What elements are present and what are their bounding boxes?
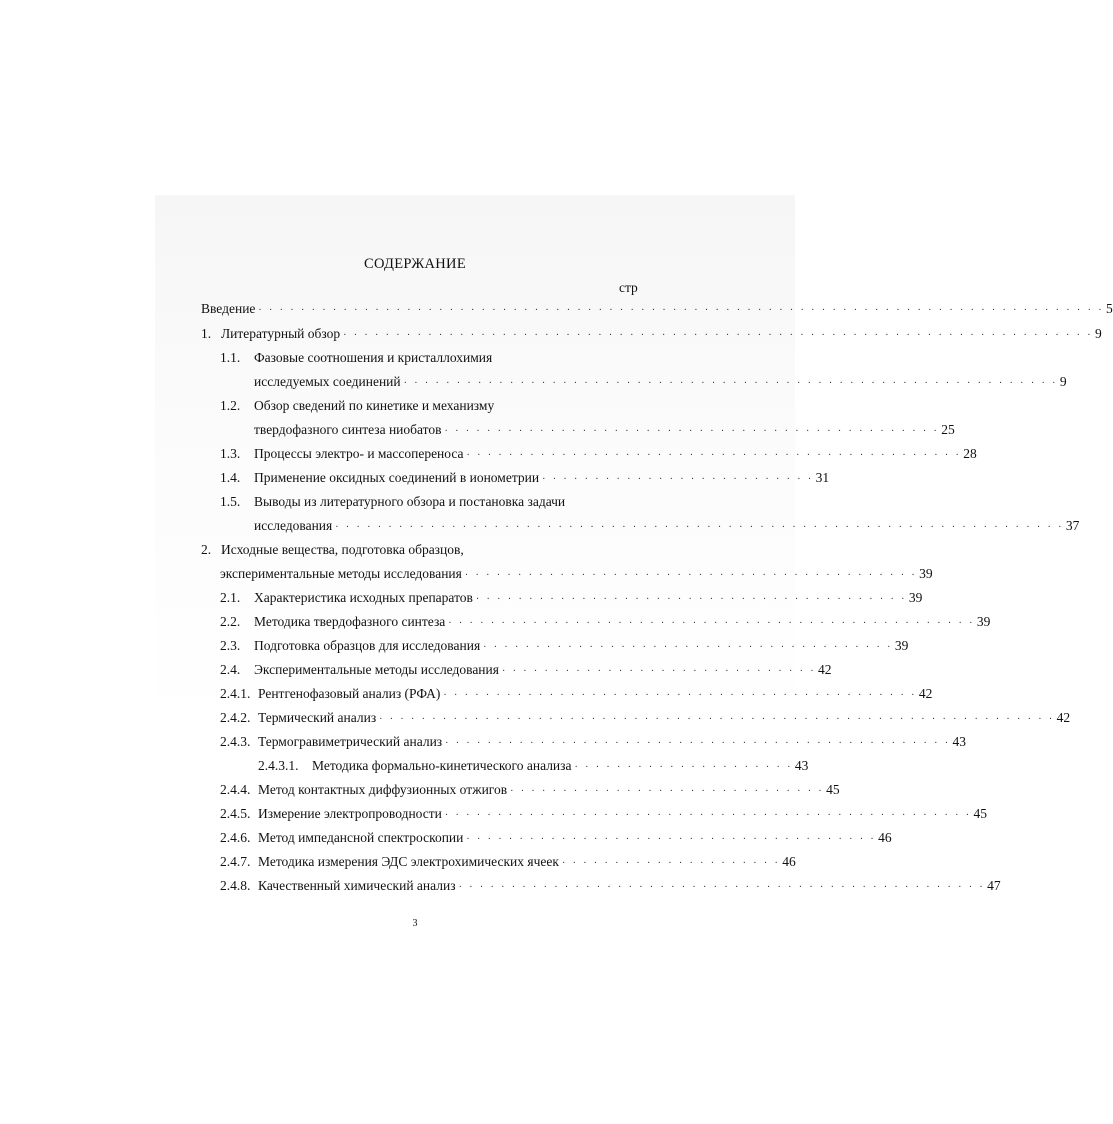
toc-page-number: 37 — [1065, 518, 1080, 533]
toc-entry-text: экспериментальные методы исследования — [220, 566, 462, 581]
toc-entry[interactable] — [220, 805, 987, 823]
toc-entry[interactable] — [220, 709, 1071, 727]
toc-page-number: 46 — [782, 854, 796, 869]
toc-entry[interactable] — [220, 685, 933, 703]
toc-page-number: 9 — [1059, 374, 1067, 389]
toc-entry-text: Применение оксидных соединений в ионометрии — [254, 470, 540, 485]
toc-entry-text: Выводы из литературного обзора и постановка задачи — [254, 494, 566, 509]
dot-leader: · · · · · · · · · · · · · · · · · · · · · · · · · · · · · · · · · · · · · · · — [483, 642, 893, 653]
toc-page-number: 39 — [919, 566, 933, 581]
toc-page-number: 47 — [987, 878, 1001, 893]
dot-leader: · · · · · · · · · · · · · · · · · · · · · · · · · · · · · · · · · · · · · · · · · · · · · · · · · · · · · · · · · · · · · · · · · · · · · — [335, 522, 1064, 533]
page-title: СОДЕРЖАНИЕ — [364, 256, 466, 272]
toc-entry[interactable] — [254, 421, 955, 439]
toc-entry-number: 2.2. — [220, 614, 241, 629]
toc-entry-text: Измерение электропроводности — [258, 806, 442, 821]
toc-entry[interactable] — [220, 733, 966, 751]
toc-page-number: 31 — [815, 470, 830, 485]
toc-entry[interactable] — [220, 781, 840, 799]
toc-entry-number: 1.4. — [220, 470, 241, 485]
toc-entry[interactable] — [220, 877, 1001, 895]
toc-entry-text: Подготовка образцов для исследования — [254, 638, 481, 653]
toc-entry-number: 2.4.8. — [220, 878, 251, 893]
toc-entry-text: Исходные вещества, подготовка образцов, — [221, 542, 464, 557]
toc-entry-text: Введение — [201, 301, 256, 316]
toc-page-number: 9 — [1095, 326, 1102, 341]
toc-page-number: 5 — [1105, 301, 1113, 316]
toc-page-number: 43 — [952, 734, 966, 749]
dot-leader: · · · · · · · · · · · · · · · · · · · · · · · · · · · · · · · · · · · · · · · · · · · · · · · · · · — [448, 618, 975, 629]
toc-entry-text: Фазовые соотношения и кристаллохимия — [254, 350, 493, 365]
dot-leader: · · · · · · · · · · · · · · · · · · · · · · · · · · · · · · · · · · · · · · · — [466, 834, 877, 845]
toc-page-number: 45 — [826, 782, 840, 797]
dot-leader: · · · · · · · · · · · · · · · · · · · · · · · · · · · · · · · · · · · · · · · · · · · · · · · · · · · · · · · · · · · · · · · · · · · · · · · — [343, 330, 1093, 341]
dot-leader: · · · · · · · · · · · · · · · · · · · · · · · · · · — [542, 474, 814, 485]
toc-page-number: 39 — [894, 638, 909, 653]
toc-entry-text: Метод импедансной спектроскопии — [258, 830, 464, 845]
toc-entry[interactable] — [220, 613, 991, 631]
toc-page-number: 42 — [918, 686, 933, 701]
toc-entry-number: 2.4.3. — [220, 734, 251, 749]
toc-page-number: 46 — [878, 830, 892, 845]
toc-entry-number: 2.1. — [220, 590, 241, 605]
toc-entry-number: 2.4.5. — [220, 806, 251, 821]
dot-leader: · · · · · · · · · · · · · · · · · · · · · · · · · · · · · · · · · · · · · · · · · · · · · · · — [444, 426, 940, 437]
toc-entry-number: 2.4.1. — [220, 686, 251, 701]
toc-entry-number: 2.4.2. — [220, 710, 251, 725]
toc-entry[interactable] — [201, 300, 1113, 318]
toc-entry-text: Качественный химический анализ — [258, 878, 456, 893]
toc-entry[interactable] — [220, 637, 909, 655]
toc-entry[interactable] — [201, 541, 621, 559]
dot-leader: · · · · · · · · · · · · · · · · · · · · · · · · · · · · · · · · · · · · · · · · · · · — [464, 570, 918, 581]
dot-leader: · · · · · · · · · · · · · · · · · · · · · · · · · · · · · · · · · · · · · · · · · · · · · · · · · · — [458, 882, 986, 893]
toc-entry-text: твердофазного синтеза ниобатов — [254, 422, 442, 437]
toc-page-number: 42 — [1056, 710, 1071, 725]
toc-entry-text: Методика формально-кинетического анализа — [312, 758, 572, 773]
toc-entry-number: 2.3. — [220, 638, 241, 653]
toc-entry[interactable] — [201, 325, 1102, 343]
toc-entry[interactable] — [220, 349, 640, 367]
toc-entry[interactable] — [254, 517, 1080, 535]
dot-leader: · · · · · · · · · · · · · · · · · · · · · — [574, 762, 793, 773]
dot-leader: · · · · · · · · · · · · · · · · · · · · · · · · · · · · · · — [501, 666, 816, 677]
toc-page-number: 45 — [973, 806, 987, 821]
toc-entry-text: Термогравиметрический анализ — [258, 734, 443, 749]
toc-entry-text: Методика твердофазного синтеза — [254, 614, 446, 629]
toc-entry-number: 1. — [201, 326, 212, 341]
dot-leader: · · · · · · · · · · · · · · · · · · · · · · · · · · · · · · · · · · · · · · · · · · · · · · · · · · · · · · · · · · · · · · — [403, 378, 1058, 389]
toc-entry-text: Рентгенофазовый анализ (РФА) — [258, 686, 441, 701]
dot-leader: · · · · · · · · · · · · · · · · · · · · · · · · · · · · · · · · · · · · · · · · · · · · · · · · · · · · · · · · · · · · · · · · — [379, 714, 1055, 725]
toc-entry-text: Характеристика исходных препаратов — [254, 590, 473, 605]
toc-entry[interactable] — [220, 493, 640, 511]
toc-entry[interactable] — [258, 757, 809, 775]
toc-entry-number: 1.2. — [220, 398, 241, 413]
dot-leader: · · · · · · · · · · · · · · · · · · · · · · · · · · · · · · · · · · · · · · · · · · · · · · · · · · · · · · · · · · · · · · · · · · · · · · · · · · · · · · · · — [258, 305, 1104, 316]
toc-page-number: 25 — [941, 422, 955, 437]
page-column-label: стр — [619, 280, 638, 295]
dot-leader: · · · · · · · · · · · · · · · · · · · · · · · · · · · · · · · · · · · · · · · · · · · · · · · · · · — [444, 810, 972, 821]
toc-entry-number: 2.4.6. — [220, 830, 251, 845]
toc-entry[interactable] — [220, 469, 830, 487]
toc-entry-text: исследования — [254, 518, 333, 533]
dot-leader: · · · · · · · · · · · · · · · · · · · · · · · · · · · · · · · · · · · · · · · · · · · · · · · · — [445, 738, 951, 749]
toc-entry-text: Экспериментальные методы исследования — [254, 662, 499, 677]
toc-entry-number: 1.5. — [220, 494, 241, 509]
toc-entry-text: Литературный обзор — [221, 326, 341, 341]
toc-entry[interactable] — [220, 397, 640, 415]
toc-page-number: 28 — [963, 446, 977, 461]
dot-leader: · · · · · · · · · · · · · · · · · · · · · · · · · · · · · · · · · · · · · · · · · · · · · · · — [466, 450, 962, 461]
toc-entry-number: 2.4.7. — [220, 854, 251, 869]
toc-page-number: 39 — [976, 614, 991, 629]
toc-page-number: 42 — [817, 662, 832, 677]
toc-entry[interactable] — [220, 565, 933, 583]
toc-entry-number: 2.4.3.1. — [258, 758, 299, 773]
page-number: 3 — [412, 918, 418, 929]
toc-entry-number: 1.1. — [220, 350, 241, 365]
toc-entry[interactable] — [220, 853, 796, 871]
toc-page-number: 43 — [794, 758, 809, 773]
toc-entry-text: Обзор сведений по кинетике и механизму — [254, 398, 495, 413]
toc-entry[interactable] — [220, 661, 832, 679]
dot-leader: · · · · · · · · · · · · · · · · · · · · · · · · · · · · · · · · · · · · · · · · · — [475, 594, 907, 605]
toc-entry-text: Процессы электро- и массопереноса — [254, 446, 464, 461]
toc-entry[interactable] — [220, 829, 892, 847]
toc-entry-number: 1.3. — [220, 446, 241, 461]
toc-entry-text: Методика измерения ЭДС электрохимических ячеек — [258, 854, 559, 869]
toc-entry-text: Метод контактных диффузионных отжигов — [258, 782, 508, 797]
dot-leader: · · · · · · · · · · · · · · · · · · · · · · · · · · · · · · · · · · · · · · · · · · · · · — [443, 690, 917, 701]
toc-entry-number: 2.4.4. — [220, 782, 251, 797]
toc-entry-number: 2.4. — [220, 662, 241, 677]
dot-leader: · · · · · · · · · · · · · · · · · · · · · · · · · · · · · · — [510, 786, 825, 797]
toc-entry-text: исследуемых соединений — [254, 374, 401, 389]
toc-entry-text: Термический анализ — [258, 710, 377, 725]
toc-page-number: 39 — [908, 590, 923, 605]
toc-entry[interactable] — [220, 445, 977, 463]
toc-entry[interactable] — [220, 589, 923, 607]
dot-leader: · · · · · · · · · · · · · · · · · · · · · — [561, 858, 781, 869]
toc-entry-number: 2. — [201, 542, 212, 557]
toc-entry[interactable] — [254, 373, 1067, 391]
